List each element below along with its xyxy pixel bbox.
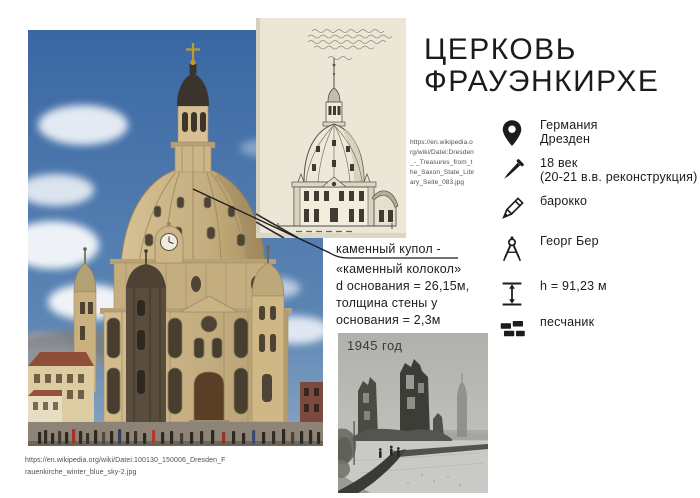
location-pin-icon xyxy=(496,118,528,148)
height-measure-icon xyxy=(496,279,528,309)
nail-icon xyxy=(496,156,528,186)
annotation-line-3: d основания = 26,15м, xyxy=(336,279,470,293)
photo-url-line2: rauenkirche_winter_blue_sky-2.jpg xyxy=(25,468,137,476)
photo-url-line1: https://en.wikipedia.org/wiki/Datei:100130_150006_Dresden_F xyxy=(25,457,226,464)
fact-material-line1: песчаник xyxy=(540,315,595,329)
page-title-line2: ФРАУЭНКИРХЕ xyxy=(424,65,660,98)
fact-style-line1: барокко xyxy=(540,194,588,208)
annotation-line-2: «каменный колокол» xyxy=(336,262,462,276)
drawing-url-line3: _-_Treasures_from_t xyxy=(410,159,473,166)
annotation-line-5: основания = 2,3м xyxy=(336,313,441,327)
annotation-line-4: толщина стены у xyxy=(336,296,438,310)
drafting-compass-icon xyxy=(496,234,528,264)
page-title xyxy=(424,34,690,98)
drawing-url-line4: he_Saxon_State_Libr xyxy=(410,169,475,176)
drawing-art xyxy=(256,18,406,238)
ruins-photo-art xyxy=(338,333,488,493)
pencil-icon xyxy=(496,194,528,224)
drawing-url-line1: https://en.wikipedia.o xyxy=(410,139,473,146)
drawing-url-line2: rg/wiki/Datei:Dresden xyxy=(410,149,474,156)
annotation-line-1: каменный купол - xyxy=(336,242,441,256)
architectural-drawing xyxy=(256,18,406,238)
drawing-url-line5: ary_Seite_083.jpg xyxy=(410,179,465,186)
drawing-source-url xyxy=(410,138,476,188)
fact-location-line2: Дрезден xyxy=(540,131,591,146)
fact-period-line2: (20-21 в.в. реконструкция) xyxy=(540,169,698,184)
fact-period-line1: 18 век xyxy=(540,156,578,170)
fact-location-line1: Германия xyxy=(540,118,598,132)
fact-architect-line1: Георг Бер xyxy=(540,234,599,248)
ruins-1945-photo xyxy=(338,333,488,493)
photo-source-url xyxy=(25,455,265,478)
ruin-photo-year-label: 1945 год xyxy=(347,338,403,353)
fact-height-line1: h = 91,23 м xyxy=(540,279,607,293)
page-title-line1: ЦЕРКОВЬ xyxy=(424,33,577,66)
bricks-icon xyxy=(496,315,528,345)
